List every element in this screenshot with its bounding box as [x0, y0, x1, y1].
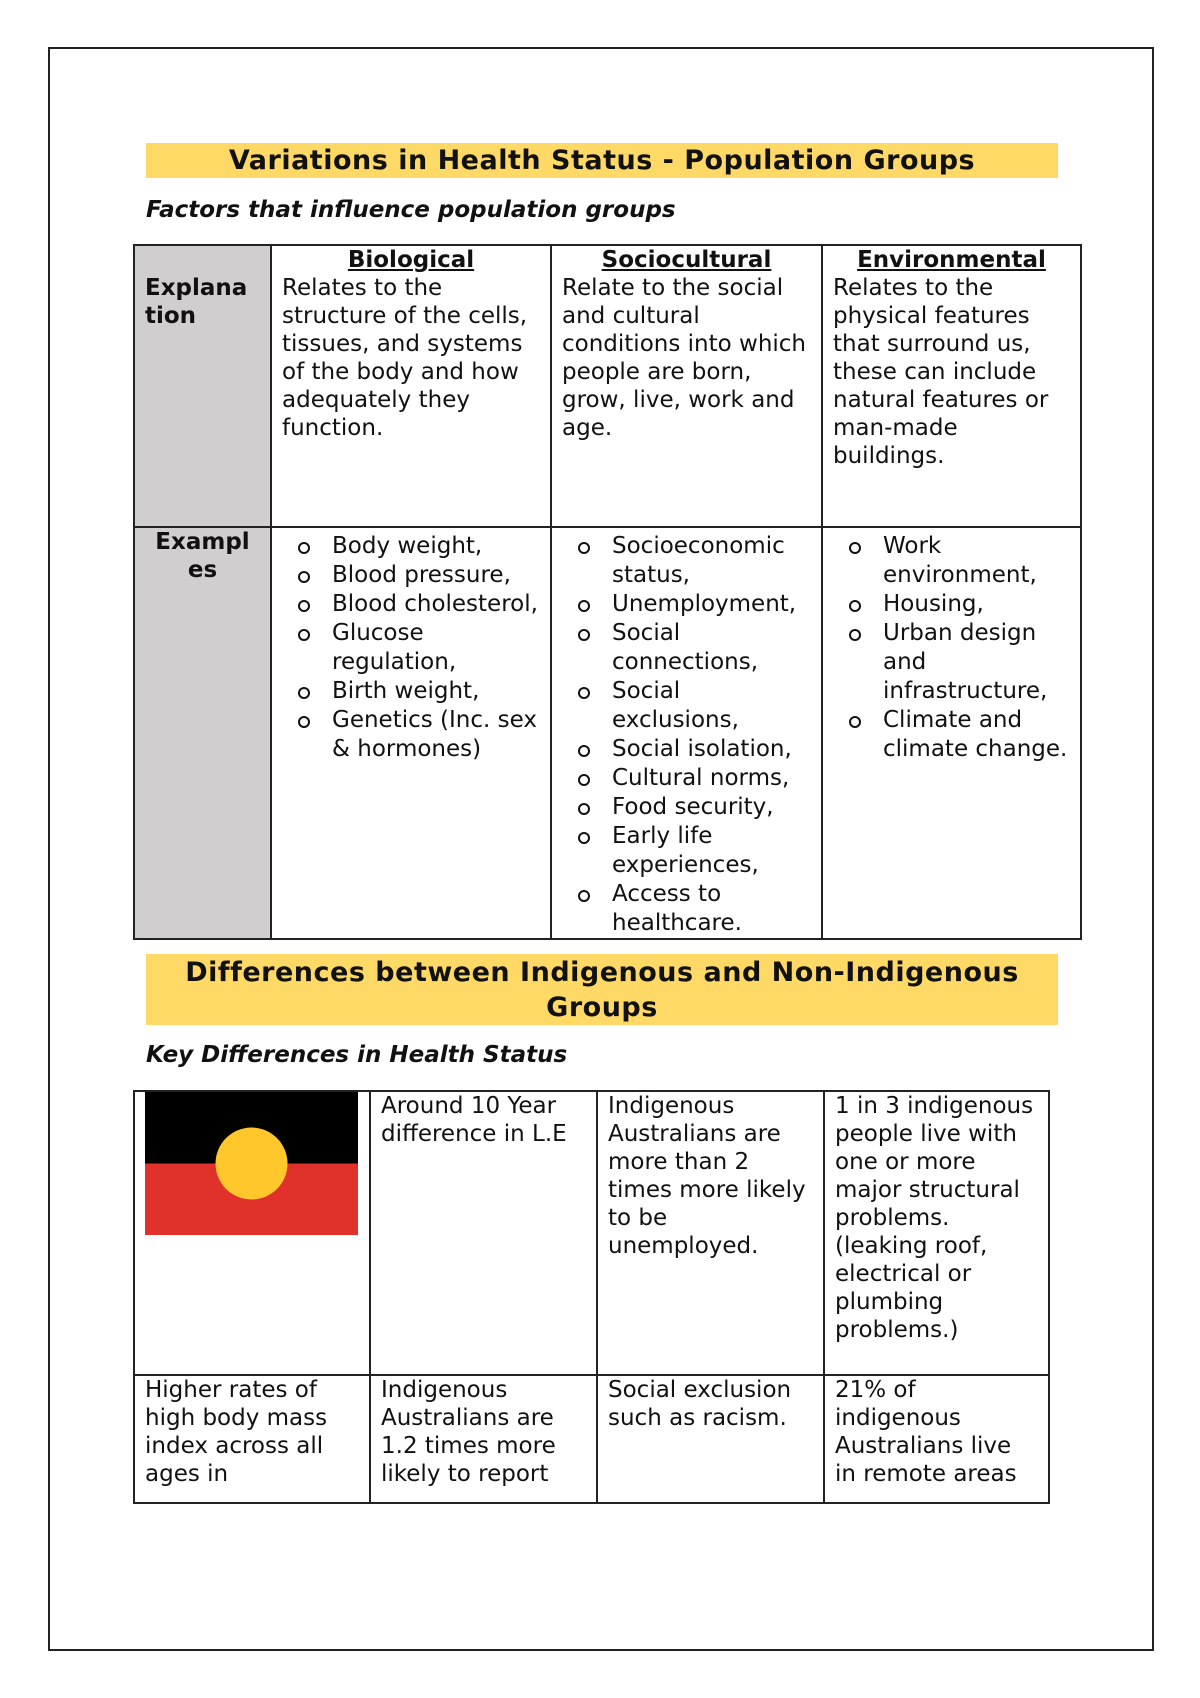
section2-title: Differences between Indigenous and Non-Indigenous Groups	[146, 954, 1058, 1025]
list-item: Cultural norms,	[612, 764, 811, 793]
difference-cell: Indigenous Australians are more than 2 times more likely to be unemployed.	[597, 1091, 824, 1375]
list-item: Birth weight,	[332, 677, 540, 706]
list-item: Blood pressure,	[332, 561, 540, 590]
difference-cell: Indigenous Australians are 1.2 times more likely to report	[370, 1375, 597, 1503]
list-item: Access to healthcare.	[612, 880, 811, 938]
list-item: Early life experiences,	[612, 822, 811, 880]
column-heading-environmental: Environmental	[857, 247, 1046, 273]
list-item: Climate and climate change.	[883, 706, 1070, 764]
sociocultural-examples-cell	[551, 527, 822, 939]
list-item: Urban design and infrastructure,	[883, 619, 1070, 706]
list-item: Body weight,	[332, 532, 540, 561]
section1-subtitle: Factors that influence population groups	[146, 197, 676, 223]
factors-table	[133, 244, 1082, 940]
sociocultural-explanation: Relate to the social and cultural conditions into which people are born, grow, live, work and age.	[562, 275, 807, 441]
table-row	[134, 1375, 1049, 1503]
aboriginal-flag-icon	[145, 1092, 358, 1235]
biological-examples-cell	[271, 527, 551, 939]
environmental-explanation: Relates to the physical features that surround us, these can include natural features or man-made buildings.	[833, 275, 1049, 469]
row-label-explanation: Explana tion	[134, 245, 271, 527]
biological-cell	[271, 245, 551, 527]
list-item: Food security,	[612, 793, 811, 822]
explanation-row	[134, 245, 1081, 527]
flag-cell	[134, 1091, 370, 1375]
environmental-examples-cell	[822, 527, 1081, 939]
list-item: Work environment,	[883, 532, 1070, 590]
examples-row	[134, 527, 1081, 939]
difference-cell: Around 10 Year difference in L.E	[370, 1091, 597, 1375]
list-item: Unemployment,	[612, 590, 811, 619]
difference-cell: 21% of indigenous Australians live in remote areas	[824, 1375, 1049, 1503]
row-label-examples: Exampl es	[134, 527, 271, 939]
difference-cell: 1 in 3 indigenous people live with one or more major structural problems. (leaking roof, electrical or plumbing problems.)	[824, 1091, 1049, 1375]
biological-examples-list	[282, 532, 540, 764]
section2-subtitle: Key Differences in Health Status	[146, 1042, 568, 1068]
list-item: Genetics (Inc. sex & hormones)	[332, 706, 540, 764]
differences-table	[133, 1090, 1050, 1504]
sociocultural-cell	[551, 245, 822, 527]
list-item: Social connections,	[612, 619, 811, 677]
sociocultural-examples-list	[562, 532, 811, 938]
column-heading-biological: Biological	[347, 247, 475, 273]
section1-title: Variations in Health Status - Population Groups	[146, 143, 1058, 178]
biological-explanation: Relates to the structure of the cells, tissues, and systems of the body and how adequately they function.	[282, 275, 528, 441]
list-item: Housing,	[883, 590, 1070, 619]
environmental-examples-list	[833, 532, 1070, 764]
column-heading-sociocultural: Sociocultural	[601, 247, 772, 273]
environmental-cell	[822, 245, 1081, 527]
difference-cell: Social exclusion such as racism.	[597, 1375, 824, 1503]
list-item: Blood cholesterol,	[332, 590, 540, 619]
list-item: Social isolation,	[612, 735, 811, 764]
table-row	[134, 1091, 1049, 1375]
difference-cell: Higher rates of high body mass index across all ages in	[134, 1375, 370, 1503]
list-item: Social exclusions,	[612, 677, 811, 735]
list-item: Socioeconomic status,	[612, 532, 811, 590]
list-item: Glucose regulation,	[332, 619, 540, 677]
